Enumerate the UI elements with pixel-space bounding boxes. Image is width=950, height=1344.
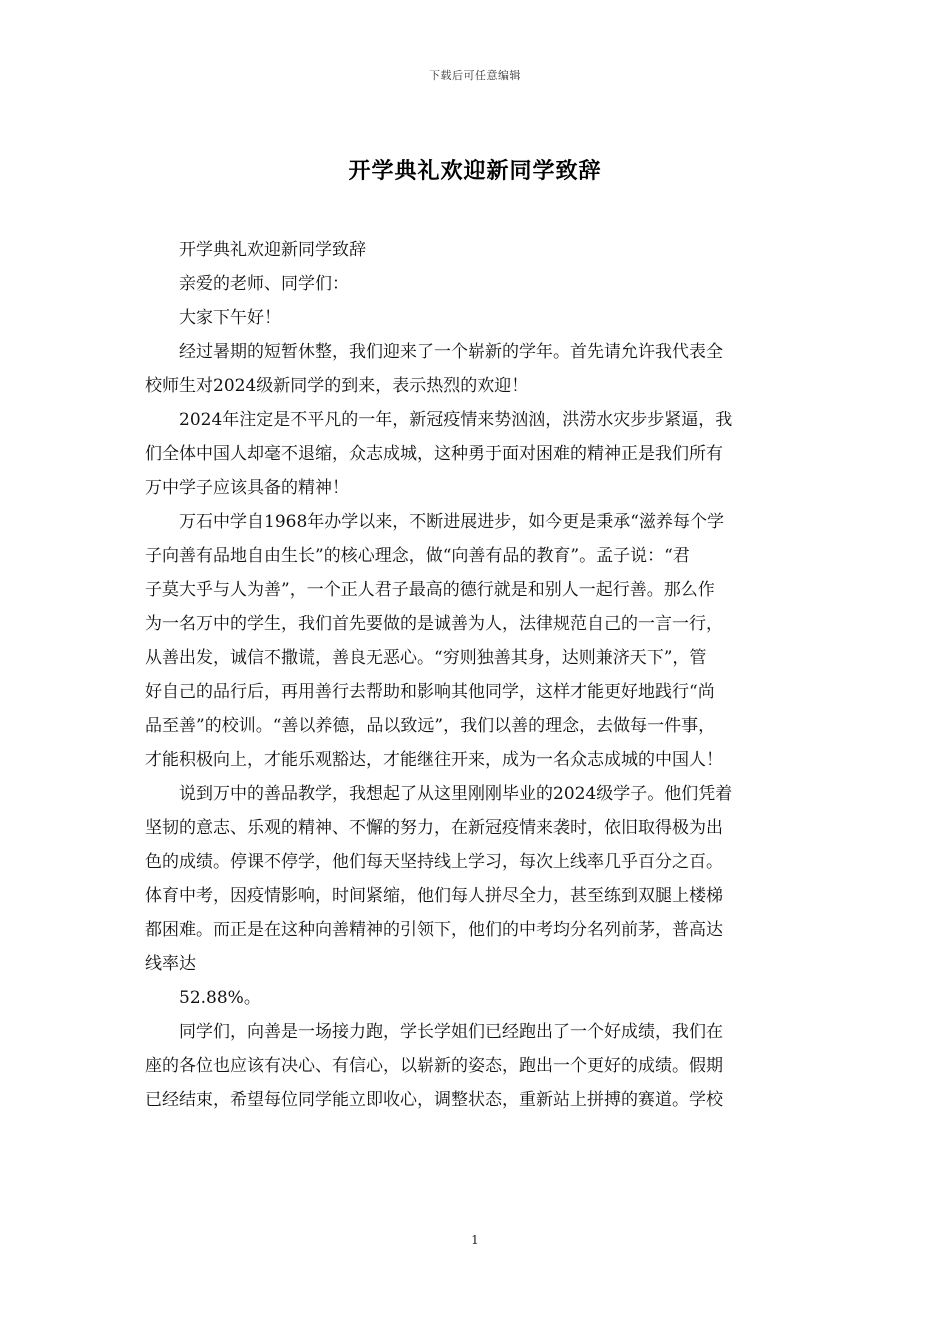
- paragraph-year: 2024年注定是不平凡的一年，新冠疫情来势汹汹，洪涝水灾步步紧逼，我 们全体中国人却毫不退缩，众志成城，这种勇于面对困难的精神正是我们所有 万中学子应该具备的精神！: [145, 410, 733, 498]
- paragraph-rate: 52.88%。: [179, 988, 261, 1008]
- paragraph-heading-repeat: 开学典礼欢迎新同学致辞: [179, 240, 366, 260]
- paragraph-welcome: 经过暑期的短暂休整，我们迎来了一个崭新的学年。首先请允许我代表全 校师生对2024级新同学的到来，表示热烈的欢迎！: [145, 342, 723, 396]
- page-number: 1: [471, 1233, 479, 1247]
- paragraph-salutation: 亲爱的老师、同学们：: [179, 274, 349, 294]
- document-body: [145, 233, 817, 1117]
- paragraph-relay: 同学们，向善是一场接力跑，学长学姐们已经跑出了一个好成绩，我们在 座的各位也应该有决心、有信心，以崭新的姿态，跑出一个更好的成绩。假期 已经结束，希望每位同学能立即收心，调整状态，重新站上拼搏的赛道。学校: [145, 1022, 723, 1110]
- paragraph-school-history: 万石中学自1968年办学以来，不断进展进步，如今更是秉承“滋养每个学 子向善有品地自由生长”的核心理念，做“向善有品的教育”。孟子说：“君 子莫大乎与人为善”，一个正人君子最高的德行就是和别人一起行善。那么作 为一名万中的学生，我们首先要做的是诚善为人，法律规范自己的一言一行， 从善出发，诚信不撒谎，善良无恶心。“穷则独善其身，达则兼济天下”，管 好自己的品行后，再用善行去帮助和影响其他同学，这样才能更好地践行“尚 品至善”的校训。“善以养德，品以致远”，我们以善的理念，去做每一件事， 才能积极向上，才能乐观豁达，才能继往开来，成为一名众志成城的中国人！: [145, 512, 724, 770]
- paragraph-greeting: 大家下午好！: [179, 308, 281, 328]
- document-title: 开学典礼欢迎新同学致辞: [348, 158, 602, 184]
- paragraph-graduates: 说到万中的善品教学，我想起了从这里刚刚毕业的2024级学子。他们凭着 坚韧的意志、乐观的精神、不懈的努力，在新冠疫情来袭时，依旧取得极为出 色的成绩。停课不停学，他们每天坚持线上学习，每次上线率几乎百分之百。 体育中考，因疫情影响，时间紧缩，他们每人拼尽全力，甚至练到双腿上楼梯 都困难。而正是在这种向善精神的引领下，他们的中考均分名列前茅，普高达 线率达: [145, 784, 733, 974]
- header-note: 下载后可任意编辑: [429, 69, 521, 82]
